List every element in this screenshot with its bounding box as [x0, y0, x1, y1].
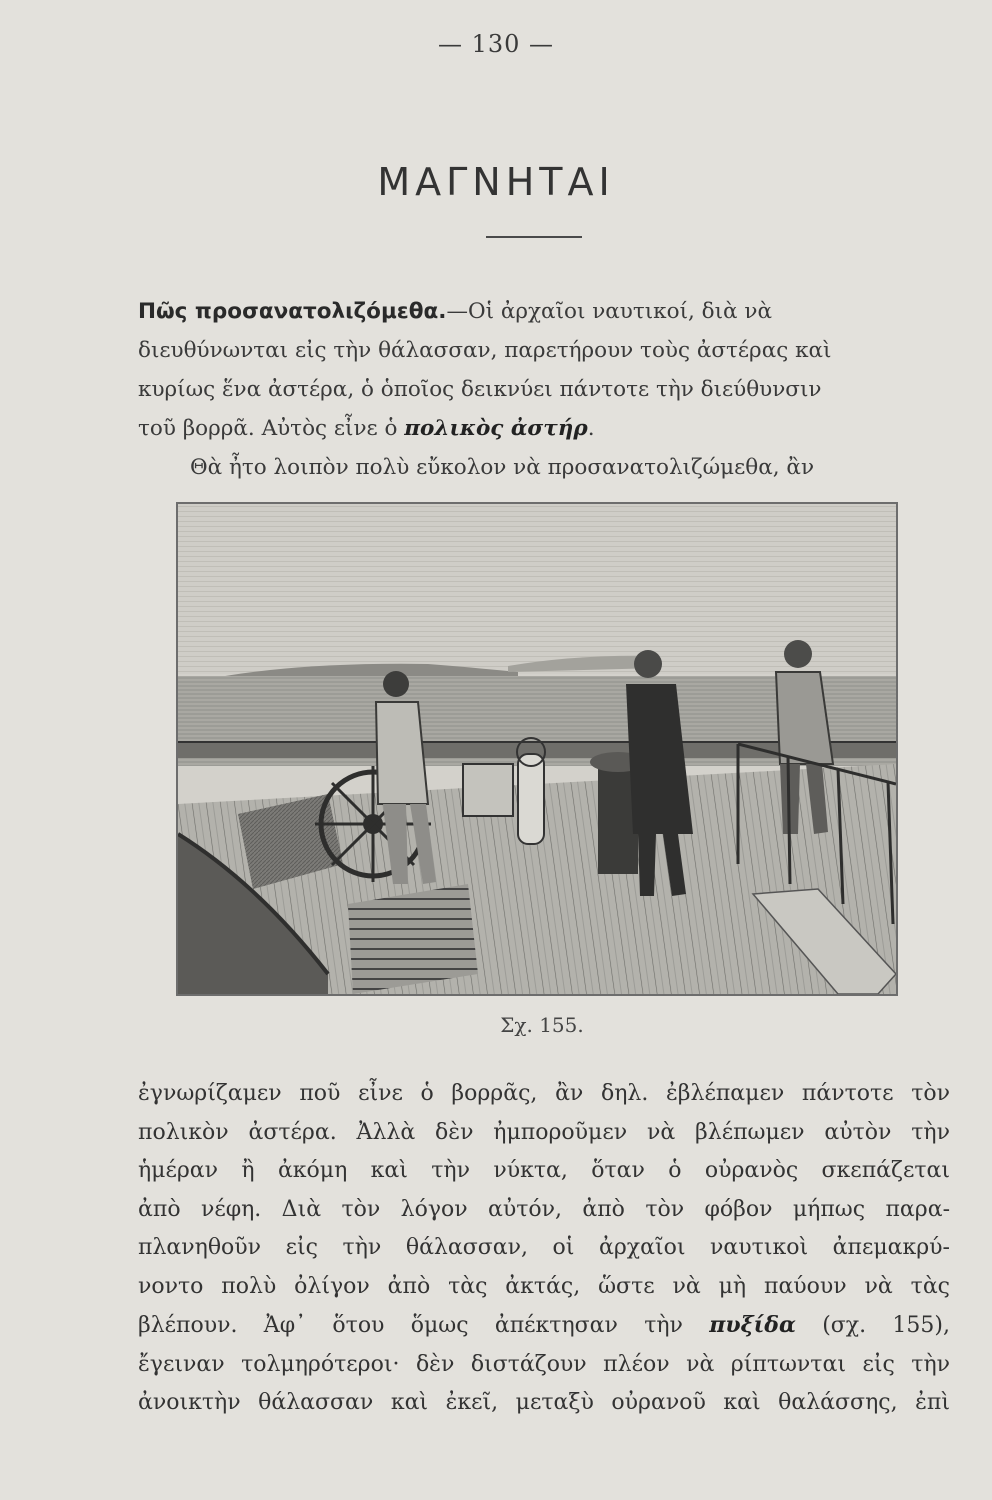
- paragraph-bottom-line-4: ἀπὸ νέφη. Διὰ τὸν λόγον αὐτόν, ἀπὸ τὸν φόβον μήπως παρα-: [138, 1196, 950, 1222]
- paragraph-bottom-text: βλέπουν. Ἀφ᾽ ὅτου ὅμως ἀπέκτησαν τὴν: [138, 1313, 710, 1338]
- title-divider: [486, 236, 582, 238]
- section-heading: Πῶς προσανατολιζόμεθα.: [138, 299, 447, 324]
- paragraph-bottom-line-6: νοντο πολὺ ὀλίγον ἀπὸ τὰς ἀκτάς, ὥστε νὰ μὴ παύουν νὰ τὰς: [138, 1273, 950, 1299]
- paragraph-bottom-line-1: ἐγνωρίζαμεν ποῦ εἶνε ὁ βορρᾶς, ἂν δηλ. ἐβλέπαμεν πάντοτε τὸν: [138, 1081, 950, 1106]
- paragraph-top-line-3: κυρίως ἕνα ἀστέρα, ὁ ὁποῖος δεικνύει πάντοτε τὴν διεύθυνσιν: [138, 377, 822, 402]
- paragraph-bottom-line-2: πολικὸν ἀστέρα. Ἀλλὰ δὲν ἠμποροῦμεν νὰ βλέπωμεν αὐτὸν τὴν: [138, 1119, 950, 1145]
- chapter-title: ΜΑΓΝΗΤΑΙ: [377, 160, 615, 204]
- figure-caption: Σχ. 155.: [500, 1013, 584, 1037]
- paragraph-top: [138, 292, 938, 487]
- paragraph-bottom-line-8: ἔγειναν τολμηρότεροι· δὲν διστάζουν πλέον νὰ ρίπτωνται εἰς τὴν: [138, 1351, 950, 1377]
- paragraph-bottom: [138, 1075, 950, 1423]
- paragraph-bottom-text: (σχ. 155),: [795, 1313, 950, 1338]
- figure-ship-deck: [176, 502, 898, 996]
- paragraph-top-text: —Οἱ ἀρχαῖοι ναυτικοί, διὰ νὰ: [446, 299, 772, 324]
- paragraph-bottom-line-7: [138, 1306, 950, 1346]
- paragraph-top-line-2: διευθύνωνται εἰς τὴν θάλασσαν, παρετήρουν τοὺς ἀστέρας καὶ: [138, 338, 832, 363]
- paragraph-bottom-line-9: ἀνοικτὴν θάλασσαν καὶ ἐκεῖ, μεταξὺ οὐρανοῦ καὶ θαλάσσης, ἐπὶ: [138, 1390, 950, 1415]
- emphasis-polar-star: πολικὸς ἀστήρ: [404, 416, 588, 441]
- paragraph-top-text: τοῦ βορρᾶ. Αὐτὸς εἶνε ὁ: [138, 416, 405, 441]
- page-number: — 130 —: [437, 30, 555, 58]
- paragraph-top-text: .: [587, 416, 595, 441]
- paragraph-top-line-1: [138, 292, 938, 331]
- ship-deck-engraving-icon: [178, 504, 896, 994]
- emphasis-compass: πυξίδα: [709, 1312, 796, 1338]
- paragraph-bottom-line-5: πλανηθοῦν εἰς τὴν θάλασσαν, οἱ ἀρχαῖοι ναυτικοὶ ἀπεμακρύ-: [138, 1235, 950, 1260]
- paragraph-top-line-5: Θὰ ἦτο λοιπὸν πολὺ εὔκολον νὰ προσανατολιζώμεθα, ἂν: [190, 455, 815, 480]
- paragraph-top-line-4: [138, 409, 938, 448]
- paragraph-bottom-line-3: ἡμέραν ἢ ἀκόμη καὶ τὴν νύκτα, ὅταν ὁ οὐρανὸς σκεπάζεται: [138, 1158, 950, 1183]
